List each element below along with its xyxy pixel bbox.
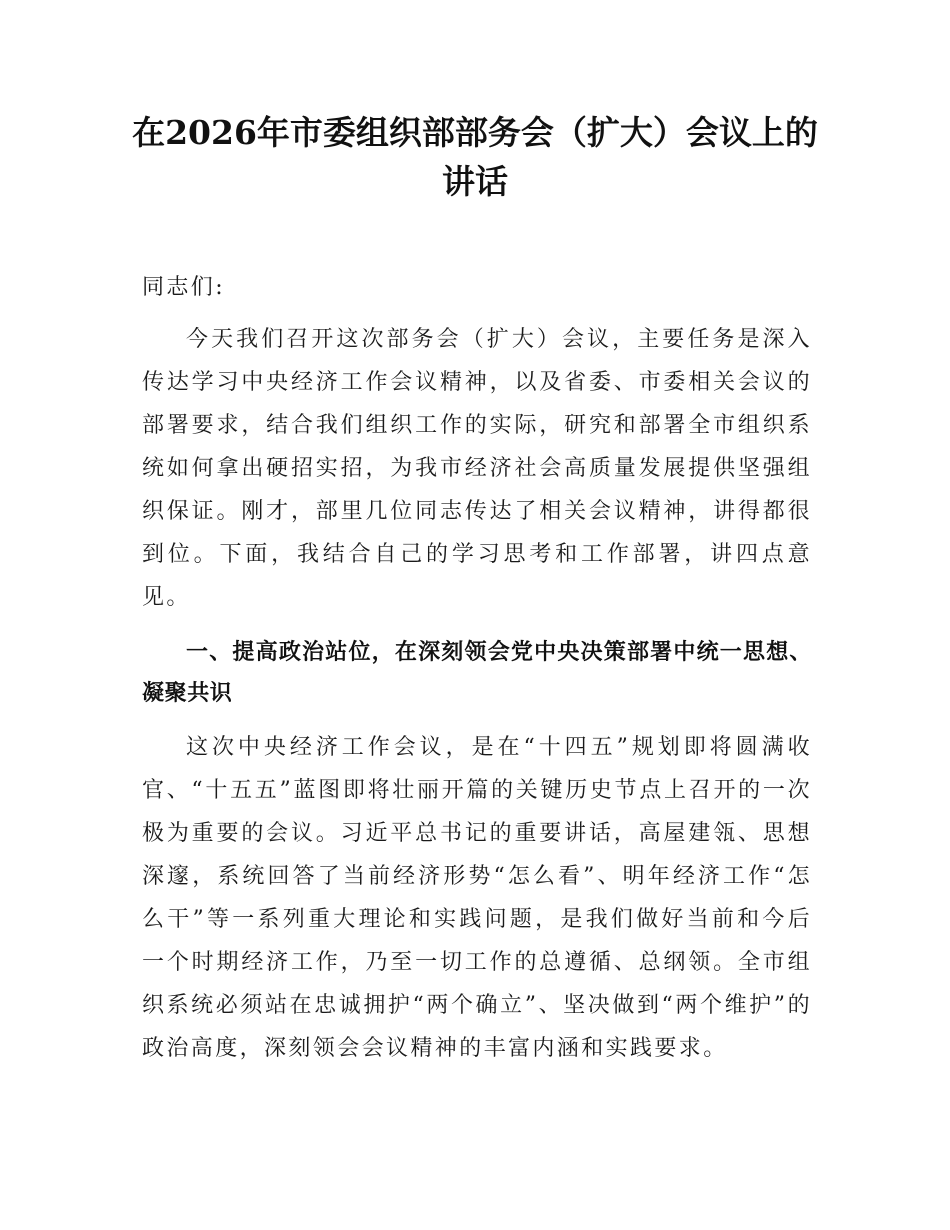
section-1-paragraph: 这次中央经济工作会议，是在“十四五”规划即将圆满收官、“十五五”蓝图即将壮丽开篇的关键历史节点上召开的一次极为重要的会议。习近平总书记的重要讲话，高屋建瓴、思想深邃，系统回答了当前经济形势“怎么看”、明年经济工作“怎么干”等一系列重大理论和实践问题，是我们做好当前和今后一个时期经济工作，乃至一切工作的总遵循、总纲领。全市组织系统必须站在忠诚拥护“两个确立”、坚决做到“两个维护”的政治高度，深刻领会会议精神的丰富内涵和实践要求。 [142,735,812,1061]
salutation: 同志们: [142,275,226,300]
document-title: 在2026年市委组织部部务会（扩大）会议上的讲话 [132,113,818,201]
section-heading-1: 一、提高政治站位，在深刻领会党中央决策部署中统一思想、凝聚共识 [142,640,812,706]
intro-paragraph: 今天我们召开这次部务会（扩大）会议，主要任务是深入传达学习中央经济工作会议精神，以及省委、市委相关会议的部署要求，结合我们组织工作的实际，研究和部署全市组织系统如何拿出硬招实招，为我市经济社会高质量发展提供坚强组织保证。刚才，部里几位同志传达了相关会议精神，讲得都很到位。下面，我结合自己的学习思考和工作部署，讲四点意见。 [142,327,812,610]
